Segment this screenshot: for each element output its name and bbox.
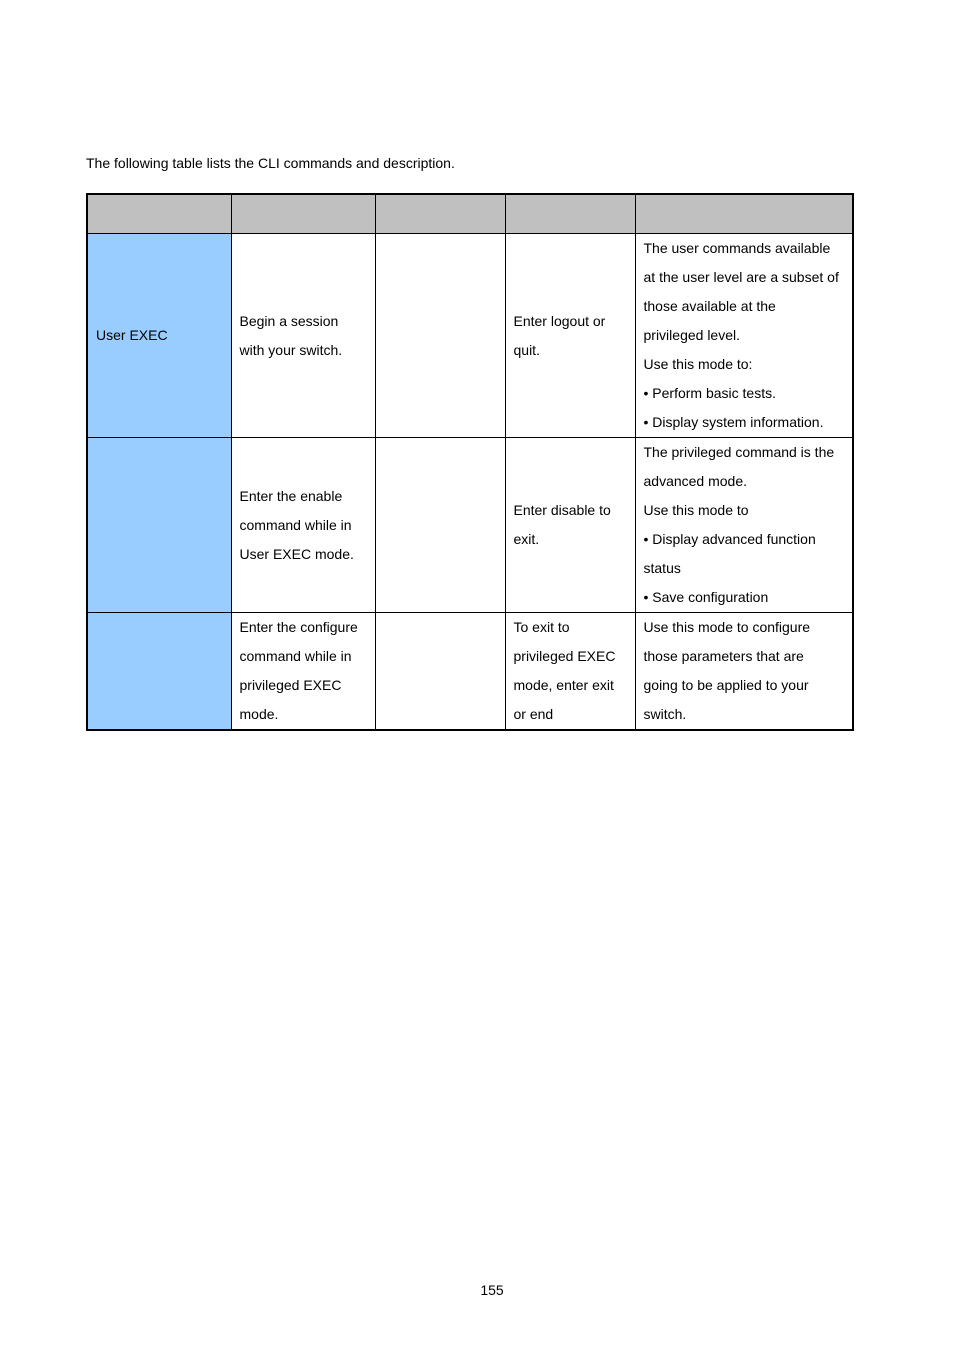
access-cell xyxy=(231,438,375,613)
header-cell xyxy=(231,194,375,234)
cell-line: status xyxy=(643,560,681,576)
cell-line: Enter the enable xyxy=(239,487,343,504)
cell-line: Enter the configure xyxy=(239,619,358,635)
cell-line: mode, enter exit xyxy=(513,677,614,693)
cell-line: command while in xyxy=(239,648,352,664)
cell-line: Enter logout or xyxy=(513,312,606,329)
table-row xyxy=(87,438,853,613)
prompt-cell xyxy=(375,613,505,731)
header-cell xyxy=(87,194,231,234)
cell-line: • Perform basic tests. xyxy=(643,385,776,401)
header-cell xyxy=(375,194,505,234)
cell-line: advanced mode. xyxy=(643,473,748,489)
cell-line: Enter disable to xyxy=(513,502,611,518)
table-header-row xyxy=(87,194,853,234)
about-cell xyxy=(635,234,853,438)
cli-command-table xyxy=(86,193,854,731)
about-cell xyxy=(635,613,853,731)
prompt-cell xyxy=(375,438,505,613)
exit-cell xyxy=(505,234,635,438)
cell-line: Use this mode to: xyxy=(643,356,753,372)
cell-line: Begin a session xyxy=(239,312,339,329)
header-cell xyxy=(635,194,853,234)
cell-line: those parameters that are xyxy=(643,648,804,664)
page-number: 155 xyxy=(480,1282,504,1298)
cell-line: exit. xyxy=(513,531,540,547)
intro-text: The following table lists the CLI commands and description. xyxy=(86,155,455,171)
cell-line: User EXEC mode. xyxy=(239,545,354,562)
about-cell xyxy=(635,438,853,613)
cell-line: • Display system information. xyxy=(643,414,824,430)
cell-line: at the user level are a subset of xyxy=(643,269,839,285)
prompt-cell xyxy=(375,234,505,438)
cell-line: privileged EXEC xyxy=(239,677,342,693)
table-row xyxy=(87,234,853,438)
access-cell xyxy=(231,613,375,731)
cell-line: going to be applied to your xyxy=(643,677,809,693)
cell-line: To exit to xyxy=(513,619,570,635)
cell-line: or end xyxy=(513,706,554,722)
cell-line: Use this mode to configure xyxy=(643,619,811,635)
access-cell xyxy=(231,234,375,438)
table-row xyxy=(87,613,853,731)
cell-line: privileged level. xyxy=(643,327,740,343)
mode-cell xyxy=(87,613,231,731)
cell-line: privileged EXEC xyxy=(513,648,616,664)
cell-line: • Save configuration xyxy=(643,589,769,605)
cell-line: The privileged command is the xyxy=(643,444,835,460)
cell-line: The user commands available xyxy=(643,240,831,256)
cell-line: with your switch. xyxy=(239,341,343,358)
header-cell xyxy=(505,194,635,234)
mode-cell xyxy=(87,438,231,613)
exit-cell xyxy=(505,438,635,613)
cell-line: switch. xyxy=(643,706,687,722)
cell-line: quit. xyxy=(513,341,540,358)
cell-line: Use this mode to xyxy=(643,502,749,518)
cell-line: • Display advanced function xyxy=(643,531,816,547)
cell-line: those available at the xyxy=(643,298,776,314)
cell-line: command while in xyxy=(239,516,352,533)
mode-cell: User EXEC xyxy=(87,234,231,438)
exit-cell xyxy=(505,613,635,731)
cell-line: mode. xyxy=(239,706,279,722)
